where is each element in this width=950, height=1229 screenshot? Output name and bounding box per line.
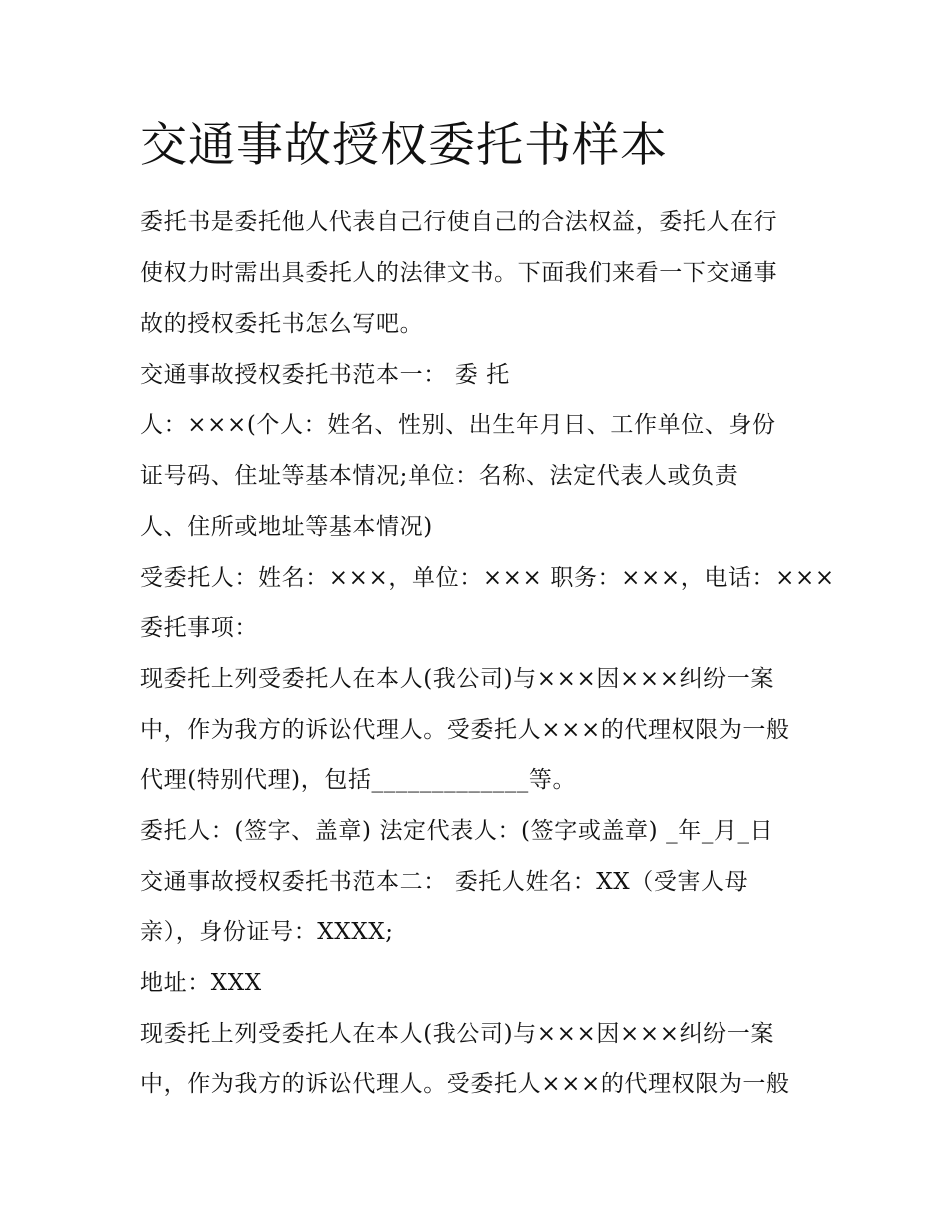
body-line-2: 使权力时需出具委托人的法律文书。下面我们来看一下交通事 — [140, 260, 778, 286]
body-line-3: 故的授权委托书怎么写吧。 — [140, 311, 424, 337]
document-title: 交通事故授权委托书样本 — [140, 118, 668, 173]
body-line-13: 委托人：(签字、盖章) 法定代表人：(签字或盖章) _年_月_日 — [140, 818, 774, 844]
body-line-10: 现委托上列受委托人在本人(我公司)与×××因×××纠纷一案 — [140, 666, 774, 692]
body-line-14: 交通事故授权委托书范本二： 委托人姓名：XX（受害人母 — [140, 869, 749, 895]
body-line-1: 委托书是委托他人代表自己行使自己的合法权益，委托人在行 — [140, 209, 778, 235]
body-line-5: 人：×××(个人：姓名、性别、出生年月日、工作单位、身份 — [140, 412, 776, 438]
body-line-18: 中，作为我方的诉讼代理人。受委托人×××的代理权限为一般 — [140, 1071, 790, 1097]
body-line-7: 人、住所或地址等基本情况) — [140, 514, 433, 540]
body-line-9: 委托事项： — [140, 615, 258, 641]
body-line-6: 证号码、住址等基本情况;单位：名称、法定代表人或负责 — [140, 463, 739, 489]
body-line-8: 受委托人：姓名：×××，单位：××× 职务：×××，电话：××× — [140, 565, 835, 591]
body-line-17: 现委托上列受委托人在本人(我公司)与×××因×××纠纷一案 — [140, 1021, 774, 1047]
body-line-12: 代理(特别代理)，包括_____________等。 — [140, 767, 577, 793]
body-line-4: 交通事故授权委托书范本一： 委 托 — [140, 362, 510, 388]
body-line-11: 中，作为我方的诉讼代理人。受委托人×××的代理权限为一般 — [140, 717, 790, 743]
body-line-15: 亲），身份证号：XXXX; — [140, 919, 394, 945]
body-line-16: 地址：XXX — [140, 970, 262, 996]
